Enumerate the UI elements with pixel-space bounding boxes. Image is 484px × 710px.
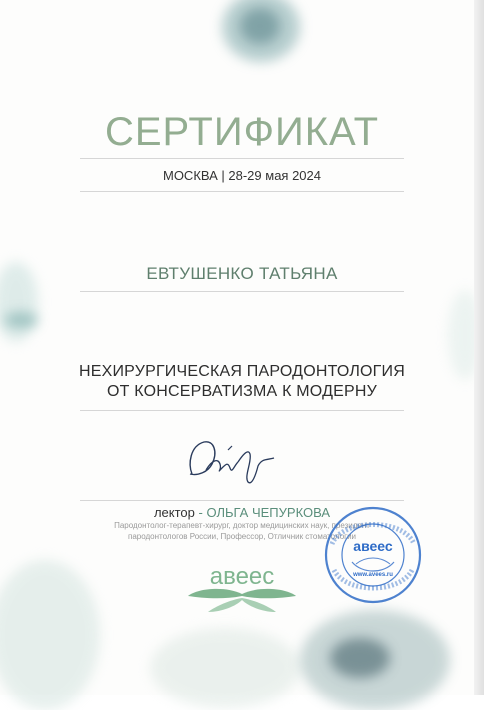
title-divider xyxy=(80,158,404,159)
course-title-line-2: ОТ КОНСЕРВАТИЗМА К МОДЕРНУ xyxy=(107,383,377,400)
place-divider xyxy=(80,191,404,192)
watercolor-top-accent xyxy=(240,8,280,44)
scan-edge xyxy=(474,0,484,695)
stamp-center-text: авеес xyxy=(353,538,393,554)
watercolor-bottom-left xyxy=(0,560,100,710)
lecturer-bio-line-2: пародонтологов России, Профессор, Отличник стоматологии xyxy=(127,532,357,541)
brand-logo: авеес xyxy=(209,563,275,590)
watercolor-left-accent xyxy=(4,312,38,328)
lecturer-bio-line-1: Пародонтолог-терапевт-хирург, доктор медицинских наук, президент xyxy=(114,521,370,530)
lecturer-dash: - xyxy=(198,505,203,520)
watercolor-bottom-dark xyxy=(330,638,390,678)
course-divider xyxy=(80,410,404,411)
course-title-line-1: НЕХИРУРГИЧЕСКАЯ ПАРОДОНТОЛОГИЯ xyxy=(78,363,405,380)
place-and-dates: МОСКВА | 28-29 мая 2024 xyxy=(162,168,321,183)
lecturer-signature xyxy=(178,436,284,488)
certificate-title: СЕРТИФИКАТ xyxy=(104,110,380,154)
watercolor-bottom-mid xyxy=(150,628,300,708)
lecturer-name: ОЛЬГА ЧЕПУРКОВА xyxy=(206,505,331,520)
lecturer-prefix: лектор xyxy=(153,505,195,520)
lecturer-divider xyxy=(80,500,404,501)
recipient-name: ЕВТУШЕНКО ТАТЬЯНА xyxy=(146,264,338,283)
stamp-site-text: www.avees.ru xyxy=(353,572,393,578)
official-stamp xyxy=(322,504,424,606)
brand-logo-wings-icon xyxy=(186,588,298,614)
recipient-divider xyxy=(80,291,404,292)
